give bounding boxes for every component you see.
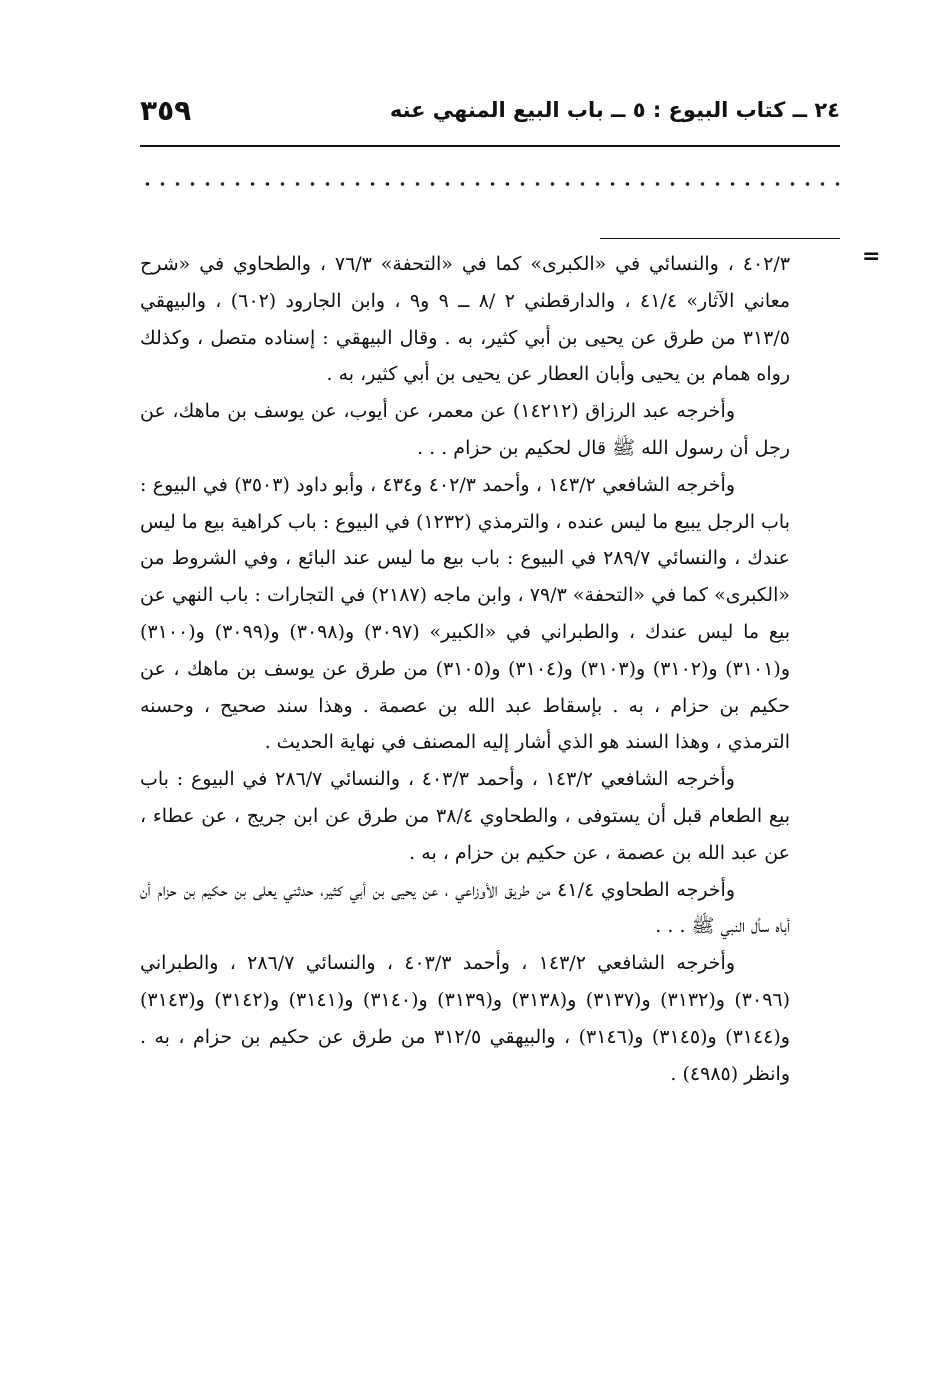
footnote-paragraph: وأخرجه الشافعي ١٤٣/٢ ، وأحمد ٤٠٢/٣ و٤٣٤ ، وأبو داود (٣٥٠٣) في البيوع : باب الرجل يبيع ما ليس عنده ، والترمذي (١٢٣٢) في البيوع : باب كراهية بيع ما ليس عندك ، والنسائي ٢٨٩/٧ في البيوع : باب بيع ما ليس عند البائع ، وفي الشروط من «الكبرى» كما في «التحفة» ٧٩/٣ ، وابن ماجه (٢١٨٧) في التجارات : باب النهي عن بيع ما ليس عندك ، والطبراني في «الكبير» (٣٠٩٧) و(٣٠٩٨) و(٣٠٩٩) و(٣١٠٠) و(٣١٠١) و(٣١٠٢) و(٣١٠٣) و(٣١٠٤) و(٣١٠٥) من طرق عن يوسف بن ماهك ، عن حكيم بن حزام ، به . بإسقاط عبد الله بن عصمة . وهذا سند صحيح ، وحسنه الترمذي ، وهذا السند هو الذي أشار إليه المصنف في نهاية الحديث . — [140, 473, 790, 754]
footnote-rule — [600, 238, 840, 239]
page-header — [140, 94, 840, 142]
footnote-paragraph: ٤٠٢/٣ ، والنسائي في «الكبرى» كما في «التحفة» ٧٦/٣ ، والطحاوي في «شرح معاني الآثار» ٤١/٤ ، والدارقطني ٢ /٨ ــ ٩ و٩ ، وابن الجارود (٦٠٢) ، والبيهقي ٣١٣/٥ من طرق عن يحيى بن أبي كثير، به . وقال البيهقي : إسناده متصل ، وكذلك رواه همام بن يحيى وأبان العطار عن يحيى بن أبي كثير، به . — [140, 253, 790, 386]
footnote-paragraph: وأخرجه الشافعي ١٤٣/٢ ، وأحمد ٤٠٣/٣ ، والنسائي ٢٨٦/٧ في البيوع : باب بيع الطعام قبل أن يستوفى ، والطحاوي ٣٨/٤ من طرق عن ابن جريج ، عن عطاء ، عن عبد الله بن عصمة ، عن حكيم بن حزام ، به . — [140, 768, 790, 864]
footnote-paragraph: وأخرجه الطحاوي ٤١/٤ من طريق الأوزاعي ، عن يحيى بن أبي كثير، حدثني يعلى بن حكيم بن حزام أن أباه سأل النبي ﷺ . . . — [140, 878, 790, 938]
dotted-separator — [140, 178, 840, 190]
footnote-paragraph: وأخرجه عبد الرزاق (١٤٢١٢) عن معمر، عن أيوب، عن يوسف بن ماهك، عن رجل أن رسول الله ﷺ قال لحكيم بن حزام . . . — [140, 400, 790, 459]
page-number: ٣٥٩ — [140, 94, 192, 127]
footnote-continuation-mark: = — [862, 244, 881, 269]
running-title: ٢٤ ــ كتاب البيوع : ٥ ــ باب البيع المنهي عنه — [389, 98, 840, 122]
footnote-text — [140, 246, 790, 1092]
footnote-paragraph: وأخرجه الشافعي ١٤٣/٢ ، وأحمد ٤٠٣/٣ ، والنسائي ٢٨٦/٧ ، والطبراني (٣٠٩٦) و(٣١٣٢) و(٣١٣٧) و(٣١٣٨) و(٣١٣٩) و(٣١٤٠) و(٣١٤١) و(٣١٤٢) و(٣١٤٣) و(٣١٤٤) و(٣١٤٥) و(٣١٤٦) ، والبيهقي ٣١٢/٥ من طرق عن حكيم بن حزام ، به . وانظر (٤٩٨٥) . — [140, 952, 791, 1085]
header-rule — [140, 145, 840, 147]
